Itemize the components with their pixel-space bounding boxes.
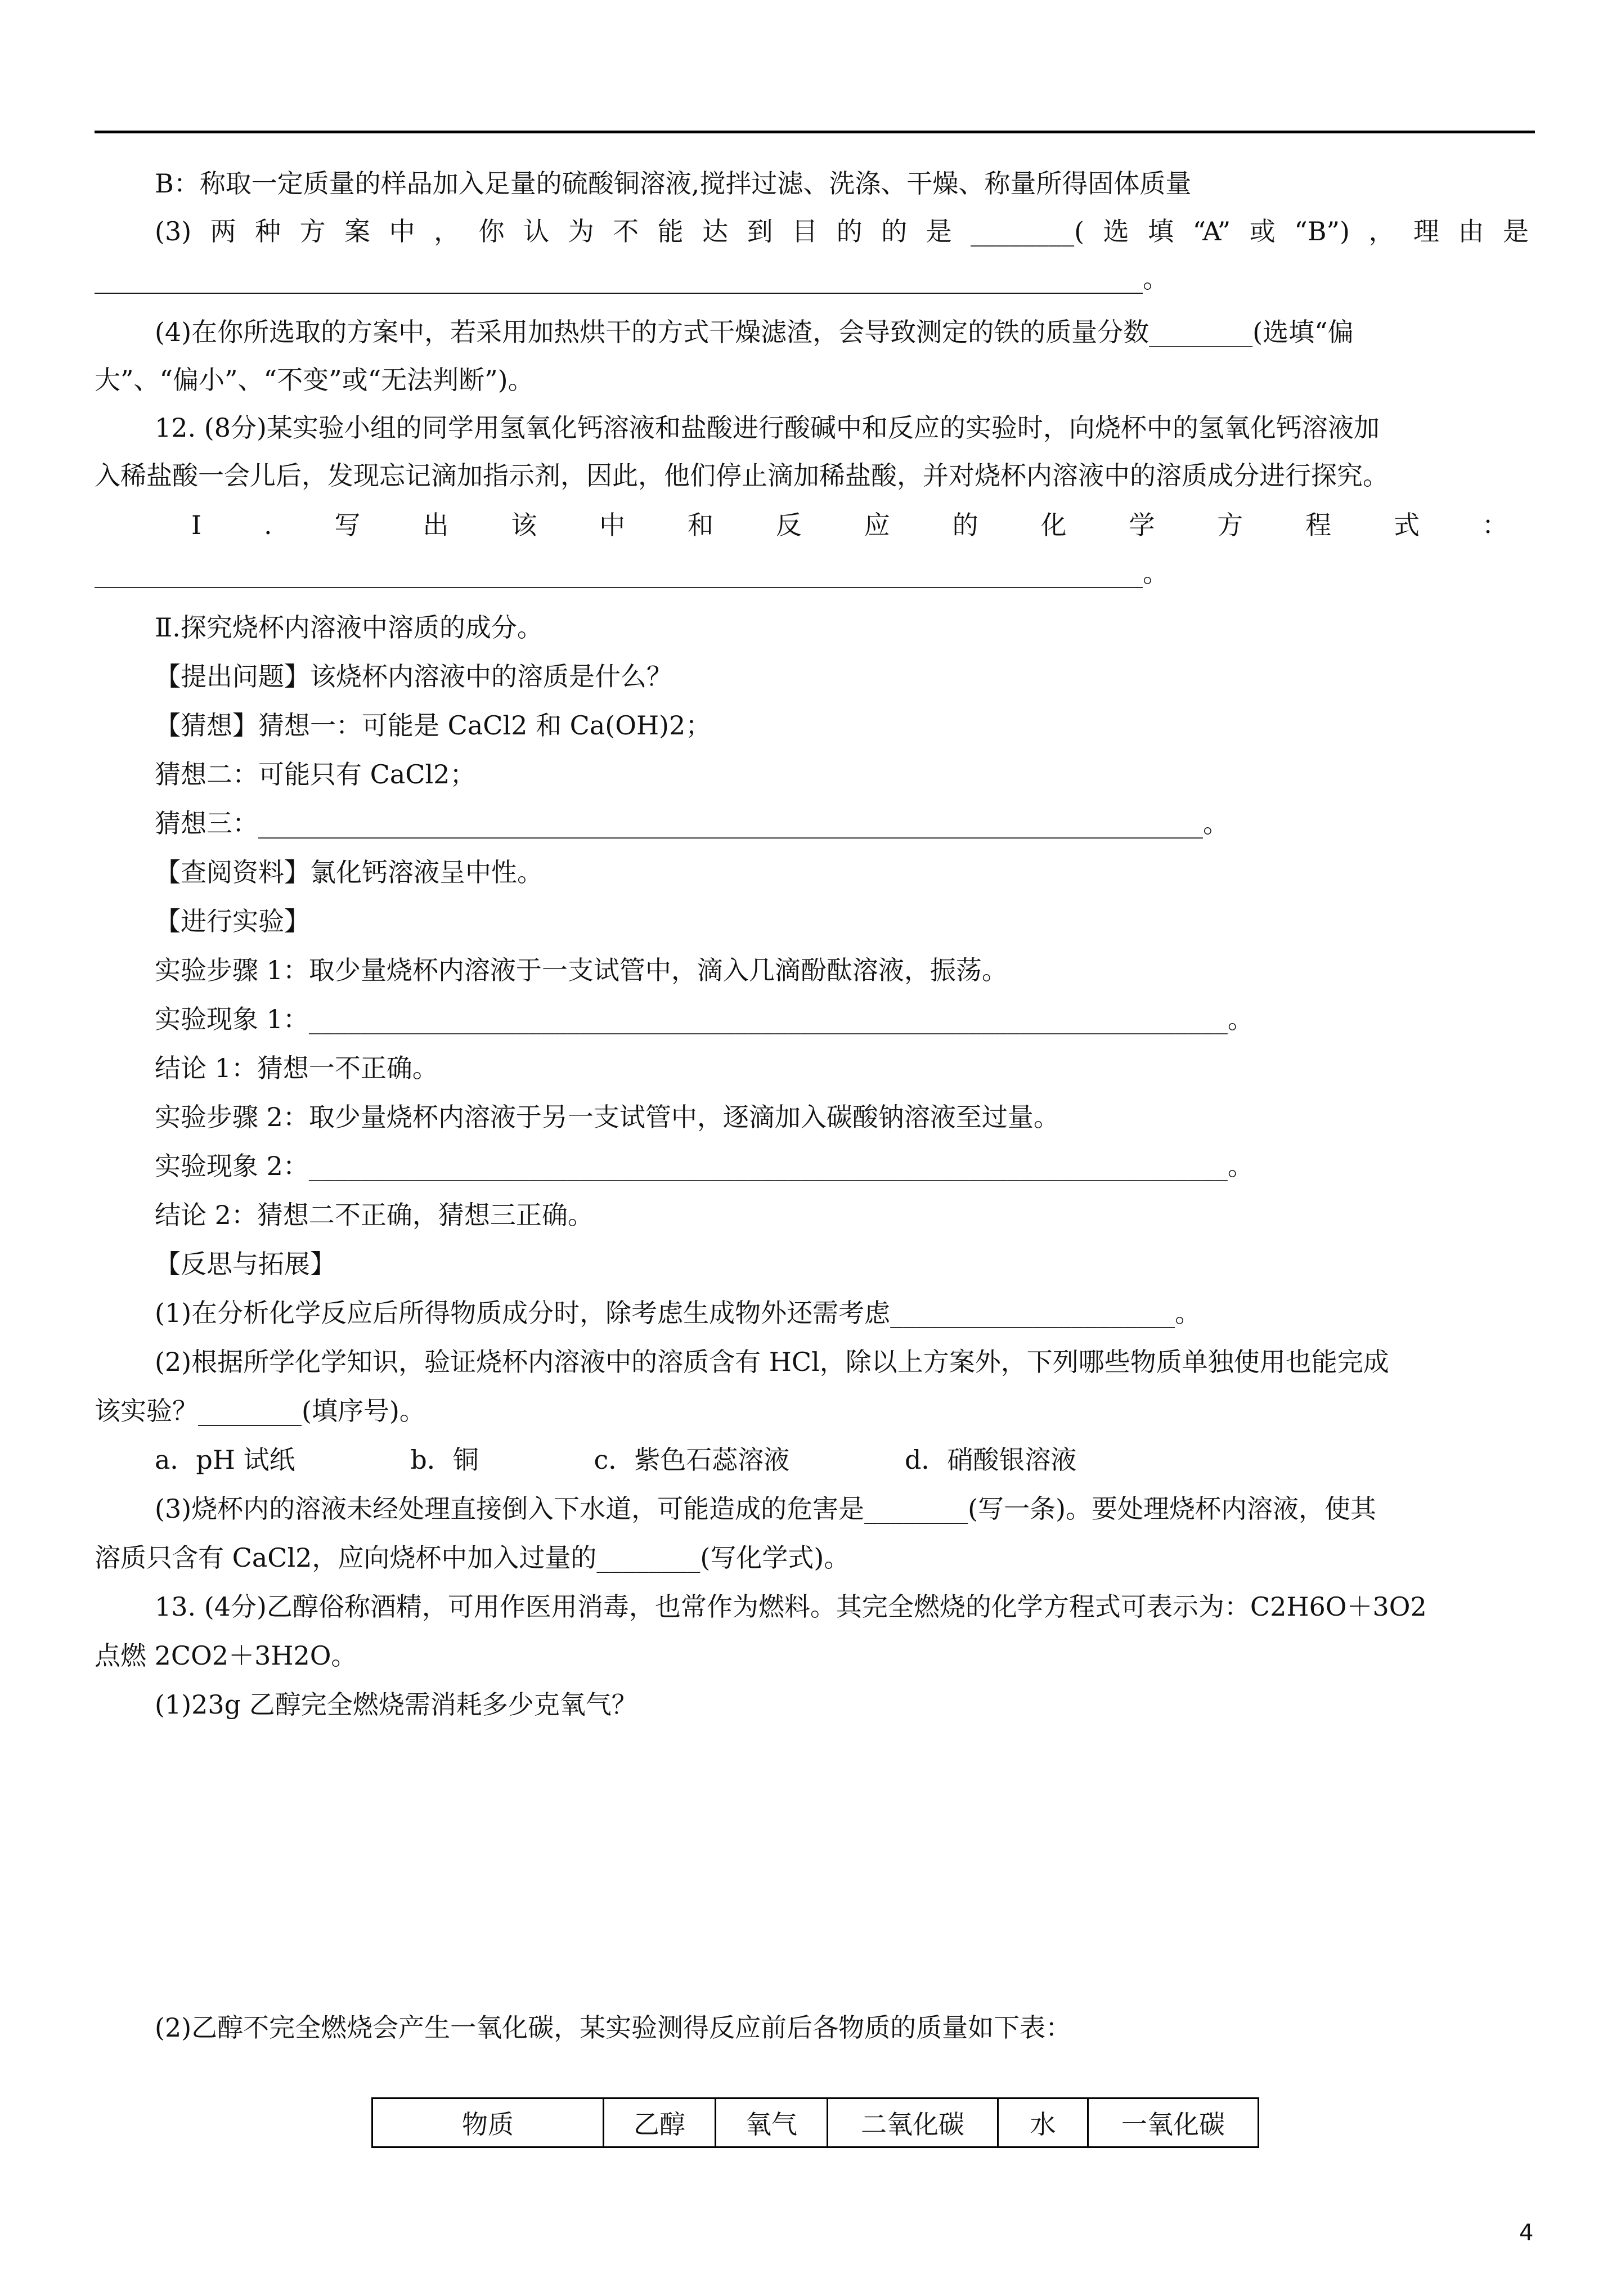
text-line: B：称取一定质量的样品加入足量的硫酸铜溶液,搅拌过滤、洗涤、干燥、称量所得固体质量 xyxy=(155,168,1192,199)
text-fragment: ， xyxy=(1368,216,1395,246)
text-line: 溶质只含有 CaCl2，应向烧杯中加入过量的________(写化学式)。 xyxy=(95,1542,850,1573)
text-fragment: 案 xyxy=(344,216,371,246)
text-line: (4)在你所选取的方案中，若采用加热烘干的方式干燥滤渣，会导致测定的铁的质量分数________(选填“偏 xyxy=(155,317,1354,347)
text-line: 【猜想】猜想一：可能是 CaCl2 和 Ca(OH)2； xyxy=(155,710,712,741)
text-line: Ⅱ.探究烧杯内溶液中溶质的成分。 xyxy=(155,612,543,643)
question-13-stem: 13. (4分)乙醇俗称酒精，可用作医用消毒，也常作为燃料。其完全燃烧的化学方程式可表示为：C2H6O＋3O2 xyxy=(155,1591,1427,1622)
text-fragment: 反 xyxy=(775,510,802,540)
text-line: 【查阅资料】氯化钙溶液呈中性。 xyxy=(155,857,543,887)
text-fragment: 填 xyxy=(1148,216,1174,246)
text-line: (1)在分析化学反应后所得物质成分时，除考虑生成物外还需考虑______________________。 xyxy=(155,1298,1201,1328)
text-line: 猜想三：_________________________________________________________________________。 xyxy=(155,808,1229,838)
text-line: 猜想二：可能只有 CaCl2； xyxy=(155,759,476,790)
text-fragment: 的 xyxy=(836,216,863,246)
text-line: 实验步骤 2：取少量烧杯内溶液于另一支试管中，逐滴加入碳酸钠溶液至过量。 xyxy=(155,1102,1059,1132)
page-number: 4 xyxy=(1519,2220,1534,2246)
text-line: 【提出问题】该烧杯内溶液中的溶质是什么？ xyxy=(155,661,672,692)
text-fragment: 中 xyxy=(389,216,415,246)
table-header-cell: 水 xyxy=(998,2098,1088,2147)
text-fragment: 理 xyxy=(1413,216,1439,246)
table-header-cell: 二氧化碳 xyxy=(828,2098,998,2147)
text-fragment: 应 xyxy=(864,510,890,540)
text-fragment: (3) xyxy=(155,216,192,246)
text-line: 结论 2：猜想二不正确，猜想三正确。 xyxy=(155,1200,594,1230)
text-line: 实验现象 2：_______________________________________________________________________。 xyxy=(155,1151,1254,1181)
justified-line xyxy=(155,214,1529,248)
text-fragment: 的 xyxy=(881,216,908,246)
text-fragment: 能 xyxy=(657,216,684,246)
text-fragment: 不 xyxy=(613,216,639,246)
text-fragment: ， xyxy=(434,216,460,246)
text-fragment: 式 xyxy=(1394,510,1420,540)
question-12-stem: 12. (8分)某实验小组的同学用氢氧化钙溶液和盐酸进行酸碱中和反应的实验时，向烧杯中的氢氧化钙溶液加 xyxy=(155,412,1380,443)
text-line: (1)23g 乙醇完全燃烧需消耗多少克氧气？ xyxy=(155,1689,637,1720)
text-fragment: 的 xyxy=(952,510,978,540)
text-line: 实验步骤 1：取少量烧杯内溶液于一支试管中，滴入几滴酚酞溶液，振荡。 xyxy=(155,955,1008,985)
text-fragment: 或 xyxy=(1249,216,1276,246)
text-fragment: ________( xyxy=(971,216,1085,246)
text-fragment: 化 xyxy=(1040,510,1067,540)
text-fragment: 种 xyxy=(255,216,281,246)
text-line: 点燃 2CO2＋3H2O。 xyxy=(95,1640,357,1671)
text-fragment: 和 xyxy=(688,510,714,540)
text-line: 大”、“偏小”、“不变”或“无法判断”)。 xyxy=(95,365,534,395)
text-fragment: ： xyxy=(1481,510,1508,540)
text-line: 该实验？________(填序号)。 xyxy=(95,1396,425,1426)
text-line: 【反思与拓展】 xyxy=(155,1249,336,1279)
text-fragment: 该 xyxy=(511,510,537,540)
substance-table xyxy=(371,2097,1259,2148)
text-fragment: 写 xyxy=(334,510,361,540)
text-fragment: 两 xyxy=(210,216,236,246)
text-fragment: 中 xyxy=(599,510,626,540)
header-rule xyxy=(95,131,1535,133)
text-fragment: . xyxy=(264,510,272,540)
text-fragment: 学 xyxy=(1129,510,1155,540)
text-fragment: 认 xyxy=(523,216,550,246)
text-fragment: Ⅰ xyxy=(191,510,202,540)
answer-blank-line: _________________________________________________________________________________。 xyxy=(95,558,1169,588)
text-fragment: 方 xyxy=(1217,510,1243,540)
text-fragment: 到 xyxy=(747,216,773,246)
table-header-cell: 乙醇 xyxy=(604,2098,716,2147)
justified-line xyxy=(191,508,1508,542)
text-fragment: 达 xyxy=(702,216,729,246)
text-line: (2)根据所学化学知识，验证烧杯内溶液中的溶质含有 HCl，除以上方案外，下列哪些物质单独使用也能完成 xyxy=(155,1347,1389,1377)
text-line: 实验现象 1：_______________________________________________________________________。 xyxy=(155,1004,1254,1034)
text-fragment: 是 xyxy=(926,216,952,246)
text-fragment: 是 xyxy=(1502,216,1529,246)
text-fragment: 出 xyxy=(423,510,449,540)
text-line: 结论 1：猜想一不正确。 xyxy=(155,1053,438,1083)
text-fragment: 选 xyxy=(1103,216,1129,246)
text-fragment: 为 xyxy=(568,216,594,246)
answer-blank-line: _________________________________________________________________________________。 xyxy=(95,263,1169,294)
text-line: 【进行实验】 xyxy=(155,906,310,936)
text-fragment: “A” xyxy=(1192,216,1231,246)
text-fragment: 目 xyxy=(792,216,818,246)
table-header-cell: 氧气 xyxy=(716,2098,828,2147)
text-fragment: “B”) xyxy=(1294,216,1350,246)
table-header-cell: 一氧化碳 xyxy=(1088,2098,1259,2147)
text-line: 入稀盐酸一会儿后，发现忘记滴加指示剂，因此，他们停止滴加稀盐酸，并对烧杯内溶液中的溶质成分进行探究。 xyxy=(95,460,1389,491)
text-fragment: 程 xyxy=(1305,510,1332,540)
options-line: a．pH 试纸 b．铜 c．紫色石蕊溶液 d．硝酸银溶液 xyxy=(155,1445,1077,1475)
text-fragment: 方 xyxy=(299,216,326,246)
text-line: (3)烧杯内的溶液未经处理直接倒入下水道，可能造成的危害是________(写一条)。要处理烧杯内溶液，使其 xyxy=(155,1494,1377,1524)
table-row xyxy=(372,2098,1259,2147)
text-line: (2)乙醇不完全燃烧会产生一氧化碳，某实验测得反应前后各物质的质量如下表： xyxy=(155,2012,1072,2043)
text-fragment: 由 xyxy=(1458,216,1484,246)
table-header-cell: 物质 xyxy=(372,2098,604,2147)
text-fragment: 你 xyxy=(478,216,505,246)
